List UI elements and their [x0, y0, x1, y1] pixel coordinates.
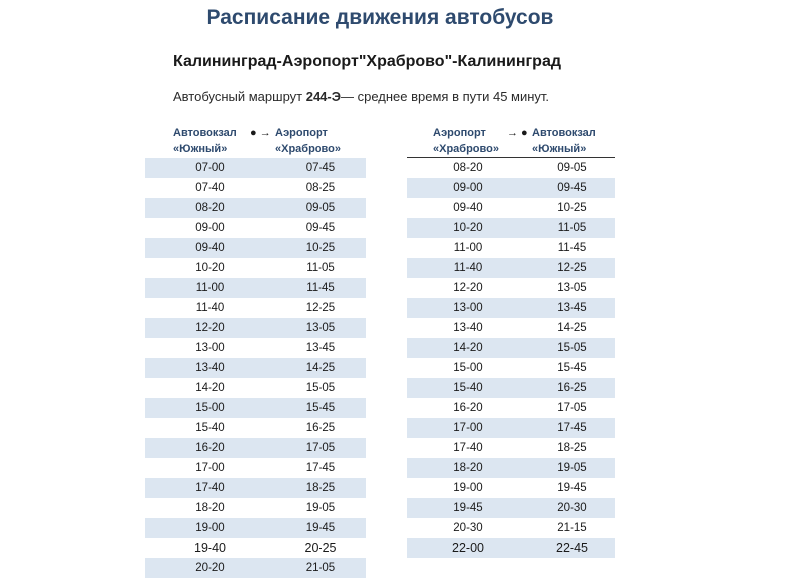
departure-time: 19-00: [195, 522, 225, 534]
arrival-time: 07-45: [305, 162, 336, 174]
departure-time: 18-20: [453, 462, 483, 474]
table-row: [407, 418, 615, 438]
table-row: [407, 318, 615, 338]
arrival-time: 18-25: [305, 482, 336, 494]
direction-arrow-icon: → ●: [507, 127, 528, 139]
arrival-time: 11-45: [557, 242, 587, 254]
table-row: [407, 538, 615, 558]
departure-time: 19-40: [194, 541, 226, 555]
header-from-line1: Автовокзал: [173, 127, 237, 139]
table-row: [407, 438, 615, 458]
departure-time: 15-00: [453, 362, 483, 374]
header-to-line2: «Южный»: [532, 143, 587, 155]
table-row: [407, 518, 615, 538]
arrival-time: 16-25: [557, 382, 587, 394]
table-row: [407, 278, 615, 298]
departure-time: 17-00: [453, 422, 483, 434]
header-from: [173, 125, 237, 157]
table-body: [145, 158, 366, 578]
departure-time: 13-40: [195, 362, 225, 374]
departure-time: 09-40: [453, 202, 483, 214]
arrival-time: 11-05: [557, 222, 587, 234]
arrival-time: 19-45: [305, 522, 336, 534]
arrival-time: 15-05: [305, 382, 336, 394]
departure-time: 19-00: [453, 482, 483, 494]
route-title: Калининград-Аэропорт"Храброво"-Калининград: [173, 53, 561, 70]
header-to-line1: Аэропорт: [275, 127, 328, 139]
table-row: [145, 478, 366, 498]
departure-time: 16-20: [195, 442, 225, 454]
arrival-time: 19-05: [557, 462, 587, 474]
arrival-time: 14-25: [305, 362, 336, 374]
table-row: [145, 458, 366, 478]
arrival-time: 11-45: [306, 282, 335, 294]
header-to-line1: Автовокзал: [532, 127, 596, 139]
table-row: [145, 398, 366, 418]
table-row: [145, 218, 366, 238]
table-row: [407, 218, 615, 238]
arrival-time: 20-30: [557, 502, 587, 514]
departure-time: 11-00: [195, 282, 225, 294]
arrival-time: 12-25: [557, 262, 587, 274]
table-row: [145, 358, 366, 378]
table-row: [145, 298, 366, 318]
departure-time: 15-40: [195, 422, 225, 434]
departure-time: 22-00: [452, 541, 484, 555]
table-row: [145, 238, 366, 258]
departure-time: 17-40: [453, 442, 483, 454]
departure-time: 10-20: [453, 222, 483, 234]
departure-time: 18-20: [195, 502, 225, 514]
table-row: [145, 538, 366, 558]
arrival-time: 15-45: [557, 362, 587, 374]
table-row: [145, 378, 366, 398]
arrival-time: 18-25: [557, 442, 587, 454]
arrival-time: 10-25: [305, 242, 336, 254]
header-to-line2: «Храброво»: [275, 143, 341, 155]
departure-time: 20-30: [453, 522, 483, 534]
table-row: [145, 338, 366, 358]
table-row: [407, 398, 615, 418]
departure-time: 12-20: [195, 322, 225, 334]
arrival-time: 20-25: [304, 541, 337, 555]
departure-time: 12-20: [453, 282, 483, 294]
header-to: [532, 125, 596, 157]
table-row: [145, 418, 366, 438]
schedule-table-to-airport: [145, 125, 366, 578]
departure-time: 08-20: [453, 162, 483, 174]
departure-time: 13-40: [453, 322, 483, 334]
route-number: 244-Э: [305, 89, 341, 104]
departure-time: 07-40: [195, 182, 225, 194]
table-row: [145, 158, 366, 178]
arrival-time: 13-45: [557, 302, 587, 314]
departure-time: 16-20: [453, 402, 483, 414]
arrival-time: 13-05: [557, 282, 587, 294]
arrival-time: 19-05: [305, 502, 336, 514]
departure-time: 08-20: [195, 202, 225, 214]
route-description: [173, 89, 549, 104]
arrival-time: 12-25: [305, 302, 336, 314]
table-row: [145, 438, 366, 458]
arrival-time: 21-05: [305, 562, 336, 574]
arrival-time: 16-25: [305, 422, 336, 434]
table-row: [407, 238, 615, 258]
departure-time: 11-40: [195, 302, 225, 314]
direction-arrow-icon: ● →: [250, 127, 271, 139]
table-header: [145, 125, 366, 157]
departure-time: 11-40: [453, 262, 483, 274]
table-row: [407, 298, 615, 318]
table-row: [407, 378, 615, 398]
departure-time: 17-00: [195, 462, 225, 474]
arrival-time: 17-45: [305, 462, 336, 474]
departure-time: 13-00: [195, 342, 225, 354]
table-row: [407, 258, 615, 278]
table-row: [145, 498, 366, 518]
arrival-time: 11-05: [306, 262, 335, 274]
table-row: [145, 318, 366, 338]
arrival-time: 09-05: [305, 202, 336, 214]
departure-time: 19-45: [453, 502, 483, 514]
departure-time: 09-40: [195, 242, 225, 254]
table-row: [407, 158, 615, 178]
departure-time: 09-00: [453, 182, 483, 194]
header-from-line2: «Южный»: [173, 143, 228, 155]
table-row: [145, 558, 366, 578]
table-row: [145, 178, 366, 198]
header-to: [275, 125, 341, 157]
departure-time: 20-20: [195, 562, 225, 574]
departure-time: 11-00: [453, 242, 483, 254]
table-row: [407, 338, 615, 358]
table-row: [145, 258, 366, 278]
departure-time: 15-40: [453, 382, 483, 394]
arrival-time: 09-05: [557, 162, 587, 174]
arrival-time: 21-15: [557, 522, 587, 534]
table-row: [407, 358, 615, 378]
arrival-time: 10-25: [557, 202, 587, 214]
desc-suffix: — среднее время в пути 45 минут.: [341, 89, 550, 104]
table-row: [407, 198, 615, 218]
departure-time: 07-00: [195, 162, 225, 174]
header-from: [433, 125, 499, 157]
arrival-time: 09-45: [305, 222, 336, 234]
header-from-line1: Аэропорт: [433, 127, 486, 139]
header-from-line2: «Храброво»: [433, 143, 499, 155]
table-body: [407, 158, 615, 558]
arrival-time: 22-45: [556, 541, 588, 555]
departure-time: 13-00: [453, 302, 483, 314]
departure-time: 17-40: [195, 482, 225, 494]
departure-time: 09-00: [195, 222, 225, 234]
arrival-time: 13-45: [305, 342, 336, 354]
table-row: [407, 458, 615, 478]
departure-time: 15-00: [195, 402, 225, 414]
arrival-time: 19-45: [557, 482, 587, 494]
arrival-time: 09-45: [557, 182, 587, 194]
table-row: [145, 278, 366, 298]
departure-time: 10-20: [195, 262, 225, 274]
arrival-time: 15-45: [305, 402, 336, 414]
arrival-time: 17-05: [305, 442, 336, 454]
arrival-time: 08-25: [305, 182, 336, 194]
table-row: [145, 198, 366, 218]
table-header: [407, 125, 615, 157]
arrival-time: 17-05: [557, 402, 587, 414]
arrival-time: 14-25: [557, 322, 587, 334]
table-row: [407, 178, 615, 198]
arrival-time: 17-45: [557, 422, 587, 434]
table-row: [407, 498, 615, 518]
departure-time: 14-20: [195, 382, 225, 394]
arrival-time: 13-05: [305, 322, 336, 334]
table-row: [407, 478, 615, 498]
table-row: [145, 518, 366, 538]
arrival-time: 15-05: [557, 342, 587, 354]
schedule-table-to-station: [407, 125, 615, 558]
departure-time: 14-20: [453, 342, 483, 354]
page-title: Расписание движения автобусов: [206, 6, 554, 29]
desc-prefix: Автобусный маршрут: [173, 89, 306, 104]
